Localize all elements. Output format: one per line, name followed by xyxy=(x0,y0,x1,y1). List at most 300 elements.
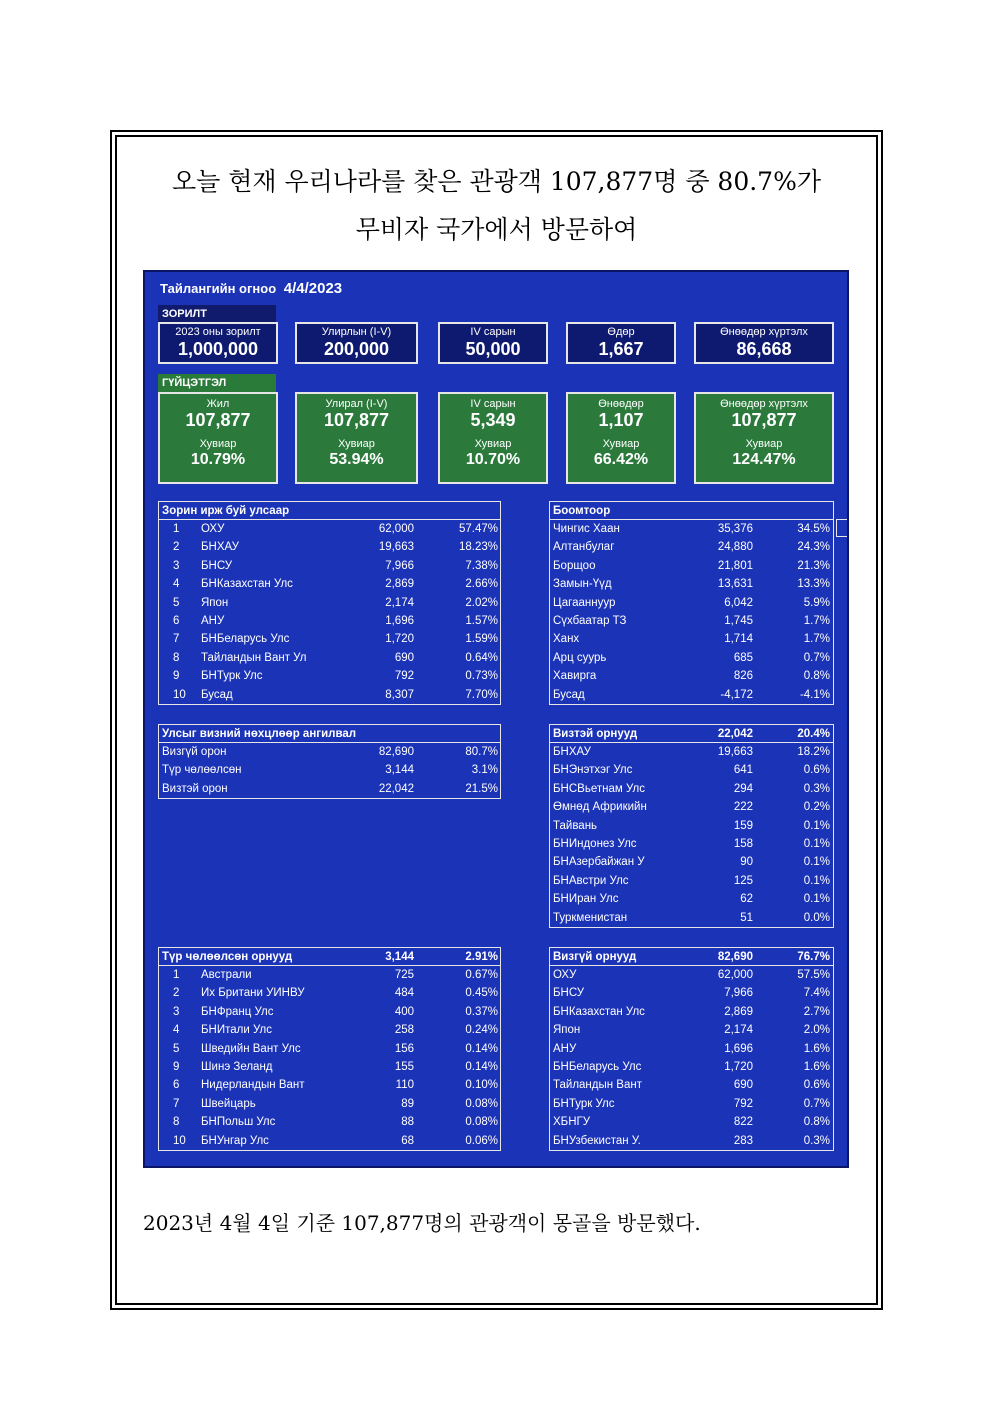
goal-card xyxy=(295,322,418,364)
row-value: 725 xyxy=(394,969,414,981)
row-name: Их Британи УИНВУ xyxy=(201,987,305,1000)
row-pct: 5.9% xyxy=(803,596,830,609)
row-name: БНБеларусь Улс xyxy=(201,633,290,646)
row-name: Шведийн Вант Улс xyxy=(201,1042,301,1055)
performance-card-value: 1,107 xyxy=(598,410,644,430)
row-name: Цагааннуур xyxy=(553,596,616,609)
performance-card-pct: 66.42% xyxy=(593,451,649,468)
row-rank: 6 xyxy=(173,614,180,627)
table-row xyxy=(159,520,500,538)
goal-card-label: IV сарын xyxy=(470,326,516,338)
row-name: БНИтали Улс xyxy=(201,1024,272,1037)
row-rank: 3 xyxy=(173,1005,180,1018)
row-name: Тайландын Вант Ул xyxy=(201,651,307,664)
row-name: Сүхбаатар ТЗ xyxy=(553,614,627,627)
row-value: 826 xyxy=(733,670,753,683)
row-pct: 0.8% xyxy=(803,670,830,683)
table-row xyxy=(159,966,500,984)
row-value: 82,690 xyxy=(378,746,414,758)
row-value: 1,696 xyxy=(724,1042,753,1055)
row-value: 2,174 xyxy=(724,1024,753,1037)
table-row xyxy=(159,780,500,798)
table-header-title: Визгүй орнууд xyxy=(553,951,637,963)
row-pct: 1.6% xyxy=(803,1060,830,1073)
row-value: 222 xyxy=(733,801,753,814)
row-name: Борщоо xyxy=(553,559,596,572)
row-rank: 5 xyxy=(173,596,180,609)
row-value: 159 xyxy=(733,819,753,832)
performance-card-label: Өнөөдөр xyxy=(598,398,644,410)
goal-card xyxy=(438,322,548,364)
row-value: 1,696 xyxy=(385,614,414,627)
row-pct: 18.2% xyxy=(797,746,830,758)
table-header-title: Зорин ирж буй улсаар xyxy=(162,505,290,517)
table-row xyxy=(550,594,833,612)
countries-table xyxy=(158,501,501,705)
row-name: БНТурк Улс xyxy=(201,670,263,683)
row-name: БНИндонез Улс xyxy=(553,837,637,850)
row-name: Визтэй орон xyxy=(162,782,228,795)
table-row xyxy=(159,575,500,593)
table-row xyxy=(550,817,833,835)
row-name: БНСУ xyxy=(553,987,585,1000)
row-pct: 18.23% xyxy=(458,541,498,554)
goal-card-label: 2023 оны зорилт xyxy=(175,326,261,338)
performance-card xyxy=(295,392,418,484)
row-rank: 2 xyxy=(173,987,180,1000)
goal-card-value: 1,667 xyxy=(598,339,644,359)
visa-class-table xyxy=(158,724,501,799)
goal-card-label: Улирлын (I-V) xyxy=(321,326,392,338)
row-rank: 2 xyxy=(173,541,180,554)
table-header-title: Түр чөлөөлсөн орнууд xyxy=(162,951,293,963)
table-row xyxy=(159,1003,500,1021)
borders-table xyxy=(549,501,834,705)
performance-card-label: IV сарын xyxy=(470,398,516,410)
row-name: Ханх xyxy=(553,633,580,646)
row-rank: 10 xyxy=(173,1134,186,1147)
table-row xyxy=(550,1132,833,1150)
row-value: 51 xyxy=(740,911,753,924)
row-rank: 7 xyxy=(173,633,180,646)
table-header xyxy=(159,948,500,966)
row-pct: 7.38% xyxy=(465,559,498,572)
table-row xyxy=(159,667,500,685)
table-row xyxy=(159,538,500,556)
row-rank: 8 xyxy=(173,1116,180,1129)
table-row xyxy=(550,686,833,704)
table-row xyxy=(159,743,500,761)
row-value: 690 xyxy=(733,1079,753,1092)
table-header-pct: 2.91% xyxy=(465,951,498,963)
row-pct: 3.1% xyxy=(471,764,498,777)
table-row xyxy=(159,612,500,630)
table-header-value: 3,144 xyxy=(385,951,414,963)
row-value: 2,174 xyxy=(385,596,414,609)
row-pct: 0.3% xyxy=(803,1134,830,1147)
row-name: Замын-Үүд xyxy=(553,578,612,591)
row-pct: 2.02% xyxy=(465,596,498,609)
row-value: 400 xyxy=(394,1005,414,1018)
performance-card-label: Улирал (I-V) xyxy=(325,398,388,410)
row-value: 1,720 xyxy=(385,633,414,646)
row-name: Япон xyxy=(553,1024,581,1037)
row-value: 24,880 xyxy=(717,541,753,554)
row-value: 1,720 xyxy=(724,1060,753,1073)
table-header-pct: 20.4% xyxy=(797,728,830,740)
table-row xyxy=(159,557,500,575)
row-pct: 0.14% xyxy=(465,1042,498,1055)
table-row xyxy=(159,1040,500,1058)
table-row xyxy=(550,612,833,630)
goal-card-value: 50,000 xyxy=(465,339,521,359)
row-value: 21,801 xyxy=(717,559,753,572)
performance-card-value: 5,349 xyxy=(470,410,516,430)
row-name: ОХУ xyxy=(201,523,225,535)
row-name: БНСВьетнам Улс xyxy=(553,782,645,795)
goal-section-label: ЗОРИЛТ xyxy=(158,305,276,323)
row-value: 62,000 xyxy=(378,523,414,535)
table-header-title: Боомтоор xyxy=(553,505,611,517)
row-name: АНУ xyxy=(553,1042,577,1055)
performance-card-value: 107,877 xyxy=(323,410,390,430)
performance-card-value: 107,877 xyxy=(731,410,797,430)
row-name: БНЭнэтхэг Улс xyxy=(553,764,633,777)
table-row xyxy=(550,966,833,984)
table-row xyxy=(550,984,833,1002)
table-header-pct: 76.7% xyxy=(797,951,830,963)
row-name: БНХАУ xyxy=(201,541,239,554)
row-rank: 8 xyxy=(173,651,180,664)
row-value: 641 xyxy=(733,764,753,777)
table-row xyxy=(550,538,833,556)
row-name: Австрали xyxy=(201,969,252,981)
row-pct: 0.6% xyxy=(803,764,830,777)
row-name: Арц суурь xyxy=(553,651,607,664)
goal-card xyxy=(566,322,676,364)
row-value: 484 xyxy=(394,987,414,1000)
row-pct: 1.57% xyxy=(465,614,498,627)
row-pct: 0.08% xyxy=(465,1116,498,1129)
table-row xyxy=(550,798,833,816)
table-header xyxy=(550,725,833,743)
row-pct: 24.3% xyxy=(797,541,830,554)
row-pct: 1.59% xyxy=(465,633,498,646)
row-value: 125 xyxy=(733,874,753,887)
row-name: Алтанбулаг xyxy=(553,541,615,554)
row-pct: 0.0% xyxy=(803,911,830,924)
temp-exempt-table xyxy=(158,947,501,1151)
row-pct: 0.67% xyxy=(465,969,498,981)
row-name: БНБеларусь Улс xyxy=(553,1060,642,1073)
row-value: -4,172 xyxy=(720,688,753,701)
row-value: 1,745 xyxy=(724,614,753,627)
report-date-label: Тайлангийн огноо xyxy=(160,281,277,296)
row-pct: 0.73% xyxy=(465,670,498,683)
row-name: Чингис Хаан xyxy=(553,523,620,535)
goal-card xyxy=(158,322,278,364)
row-pct: 0.64% xyxy=(465,651,498,664)
row-value: 90 xyxy=(740,856,753,869)
row-pct: 2.66% xyxy=(465,578,498,591)
row-name: БНИран Улс xyxy=(553,893,619,906)
table-row xyxy=(550,1113,833,1131)
row-name: Бусад xyxy=(553,688,585,701)
row-name: Тайвань xyxy=(553,819,598,832)
table-row xyxy=(550,1095,833,1113)
row-pct: 0.3% xyxy=(803,782,830,795)
performance-card-pct-label: Хувиар xyxy=(474,438,512,450)
table-header xyxy=(159,725,500,743)
row-rank: 6 xyxy=(173,1079,180,1092)
performance-card-pct-label: Хувиар xyxy=(338,438,375,450)
table-header xyxy=(550,502,833,520)
performance-card xyxy=(694,392,834,484)
table-row xyxy=(159,1076,500,1094)
row-name: АНУ xyxy=(201,614,225,627)
row-pct: 0.08% xyxy=(465,1097,498,1110)
row-value: 7,966 xyxy=(724,987,753,1000)
row-pct: 0.6% xyxy=(803,1079,830,1092)
goal-card-label: Өнөөдөр хүртэлх xyxy=(720,326,808,338)
row-value: 155 xyxy=(394,1060,414,1073)
row-pct: 2.7% xyxy=(803,1005,830,1018)
row-value: 294 xyxy=(733,782,753,795)
row-name: Түр чөлөөлсөн xyxy=(162,764,242,777)
row-pct: 0.1% xyxy=(803,856,830,869)
row-name: БНПольш Улс xyxy=(201,1116,276,1129)
row-value: 110 xyxy=(395,1079,414,1092)
table-row xyxy=(550,667,833,685)
row-name: ХБНГУ xyxy=(553,1116,591,1129)
row-pct: 34.5% xyxy=(797,523,830,535)
table-row xyxy=(550,835,833,853)
row-name: Нидерландын Вант xyxy=(201,1079,305,1092)
table-row xyxy=(550,1003,833,1021)
row-rank: 4 xyxy=(173,1024,180,1037)
row-pct: 0.7% xyxy=(803,1097,830,1110)
row-rank: 1 xyxy=(173,969,180,981)
performance-card-pct-label: Хувиар xyxy=(745,438,783,450)
table-row xyxy=(550,1058,833,1076)
row-name: БНУзбекистан У. xyxy=(553,1134,641,1147)
row-name: Визгүй орон xyxy=(162,746,227,758)
row-pct: 0.1% xyxy=(803,874,830,887)
row-pct: 1.6% xyxy=(803,1042,830,1055)
performance-card-pct-label: Хувиар xyxy=(602,438,640,450)
row-rank: 9 xyxy=(173,670,180,683)
performance-card-label: Жил xyxy=(206,398,230,410)
row-value: 3,144 xyxy=(385,764,414,777)
row-pct: 0.24% xyxy=(465,1024,498,1037)
row-value: 2,869 xyxy=(385,578,414,591)
row-pct: 0.45% xyxy=(465,987,498,1000)
row-value: 6,042 xyxy=(724,596,753,609)
performance-card-pct-label: Хувиар xyxy=(199,438,237,450)
table-header xyxy=(159,502,500,520)
row-name: БНАзербайжан У xyxy=(553,856,645,869)
goal-card-label: Өдөр xyxy=(607,326,635,338)
report-date-value: 4/4/2023 xyxy=(283,280,343,297)
row-value: 19,663 xyxy=(378,541,414,554)
table-row xyxy=(550,630,833,648)
row-name: Япон xyxy=(201,596,229,609)
row-name: Хавирга xyxy=(553,670,597,683)
row-value: 88 xyxy=(401,1116,414,1129)
row-pct: 0.14% xyxy=(465,1060,498,1073)
row-value: 13,631 xyxy=(717,578,753,591)
table-row xyxy=(550,1076,833,1094)
row-value: 22,042 xyxy=(378,782,414,795)
row-value: 89 xyxy=(401,1097,414,1110)
goal-card xyxy=(694,322,834,364)
row-value: 62,000 xyxy=(717,969,753,981)
tourism-dashboard-image xyxy=(143,270,849,1168)
headline-line-1: 오늘 현재 우리나라를 찾은 관광객 107,877명 중 80.7%가 xyxy=(172,167,821,196)
row-pct: 13.3% xyxy=(797,578,830,591)
row-name: БНУнгар Улс xyxy=(201,1134,269,1147)
row-name: ОХУ xyxy=(553,969,577,981)
row-rank: 10 xyxy=(173,688,186,701)
performance-section-label: ГҮЙЦЭТГЭЛ xyxy=(158,374,276,392)
row-value: 685 xyxy=(733,651,753,664)
table-header-value: 22,042 xyxy=(717,728,753,740)
performance-card xyxy=(566,392,676,484)
row-rank: 7 xyxy=(173,1097,180,1110)
table-row xyxy=(159,649,500,667)
row-name: Бусад xyxy=(201,688,233,701)
row-name: БНКазахстан Улс xyxy=(553,1005,645,1018)
row-pct: -4.1% xyxy=(799,688,830,701)
row-pct: 0.1% xyxy=(803,893,830,906)
row-value: 158 xyxy=(733,837,753,850)
performance-card-value: 107,877 xyxy=(185,410,251,430)
row-name: БНТурк Улс xyxy=(553,1097,615,1110)
table-row xyxy=(159,761,500,779)
table-row xyxy=(550,872,833,890)
headline-line-2: 무비자 국가에서 방문하여 xyxy=(355,215,638,244)
row-value: 35,376 xyxy=(717,523,753,535)
row-pct: 7.4% xyxy=(803,987,830,1000)
row-value: 156 xyxy=(394,1042,414,1055)
table-row xyxy=(159,594,500,612)
goal-card-value: 200,000 xyxy=(323,339,390,359)
table-row xyxy=(550,575,833,593)
table-row xyxy=(159,1021,500,1039)
table-row xyxy=(550,1040,833,1058)
row-name: БНФранц Улс xyxy=(201,1005,274,1018)
row-pct: 0.06% xyxy=(465,1134,498,1147)
row-value: 258 xyxy=(394,1024,414,1037)
row-name: БНКазахстан Улс xyxy=(201,578,293,591)
table-row xyxy=(550,909,833,927)
table-row xyxy=(550,649,833,667)
table-header-title: Визтэй орнууд xyxy=(553,728,638,740)
table-header-title: Улсыг визний нөхцлөөр ангилвал xyxy=(162,728,357,740)
performance-card-pct: 53.94% xyxy=(329,451,384,468)
side-tick-decoration xyxy=(836,519,848,537)
table-row xyxy=(159,1113,500,1131)
table-row xyxy=(550,761,833,779)
row-value: 7,966 xyxy=(385,559,414,572)
table-row xyxy=(159,1058,500,1076)
row-pct: 21.3% xyxy=(797,559,830,572)
row-pct: 0.7% xyxy=(803,651,830,664)
table-header-value: 82,690 xyxy=(717,951,753,963)
row-name: Тайландын Вант xyxy=(553,1079,642,1092)
performance-card-pct: 124.47% xyxy=(732,451,796,468)
row-pct: 7.70% xyxy=(465,688,498,701)
table-row xyxy=(159,984,500,1002)
row-pct: 1.7% xyxy=(803,633,830,646)
row-value: 19,663 xyxy=(717,746,753,758)
row-value: 8,307 xyxy=(385,688,414,701)
row-rank: 3 xyxy=(173,559,180,572)
table-row xyxy=(550,1021,833,1039)
row-value: 792 xyxy=(733,1097,753,1110)
row-pct: 0.8% xyxy=(803,1116,830,1129)
row-value: 690 xyxy=(394,651,414,664)
row-pct: 0.1% xyxy=(803,819,830,832)
row-rank: 1 xyxy=(173,523,180,535)
goal-card-value: 1,000,000 xyxy=(177,339,259,359)
row-pct: 0.2% xyxy=(803,801,830,814)
row-name: БНАвстри Улс xyxy=(553,874,629,887)
caption: 2023년 4월 4일 기준 107,877명의 관광객이 몽골을 방문했다. xyxy=(143,1211,701,1235)
row-name: Өмнөд Африкийн xyxy=(553,801,647,814)
row-pct: 0.10% xyxy=(465,1079,498,1092)
table-row xyxy=(159,686,500,704)
performance-card-pct: 10.79% xyxy=(190,451,246,468)
row-pct: 0.1% xyxy=(803,837,830,850)
table-row xyxy=(550,743,833,761)
row-value: 2,869 xyxy=(724,1005,753,1018)
performance-card xyxy=(438,392,548,484)
row-pct: 57.5% xyxy=(797,969,830,981)
performance-card-label: Өнөөдөр хүртэлх xyxy=(720,398,808,410)
table-row xyxy=(550,780,833,798)
row-name: БНХАУ xyxy=(553,746,591,758)
row-pct: 80.7% xyxy=(465,746,498,758)
row-value: 822 xyxy=(733,1116,753,1129)
table-row xyxy=(550,890,833,908)
visa-required-table xyxy=(549,724,834,928)
row-name: БНСУ xyxy=(201,559,233,572)
row-pct: 21.5% xyxy=(465,782,498,795)
row-name: Швейцарь xyxy=(201,1097,256,1110)
row-rank: 4 xyxy=(173,578,180,591)
row-value: 283 xyxy=(733,1134,753,1147)
row-pct: 57.47% xyxy=(458,523,498,535)
row-value: 68 xyxy=(401,1134,414,1147)
report-date xyxy=(160,280,342,297)
goal-card-value: 86,668 xyxy=(736,339,792,359)
table-row xyxy=(550,557,833,575)
table-row xyxy=(159,1095,500,1113)
row-name: Шинэ Зеланд xyxy=(201,1060,273,1073)
row-rank: 9 xyxy=(173,1060,180,1073)
table-row xyxy=(159,630,500,648)
table-row xyxy=(550,853,833,871)
row-rank: 5 xyxy=(173,1042,180,1055)
performance-card xyxy=(158,392,278,484)
table-row xyxy=(550,520,833,538)
row-pct: 2.0% xyxy=(803,1024,830,1037)
row-pct: 1.7% xyxy=(803,614,830,627)
row-value: 792 xyxy=(394,670,414,683)
row-value: 62 xyxy=(740,893,753,906)
performance-card-pct: 10.70% xyxy=(465,451,521,468)
